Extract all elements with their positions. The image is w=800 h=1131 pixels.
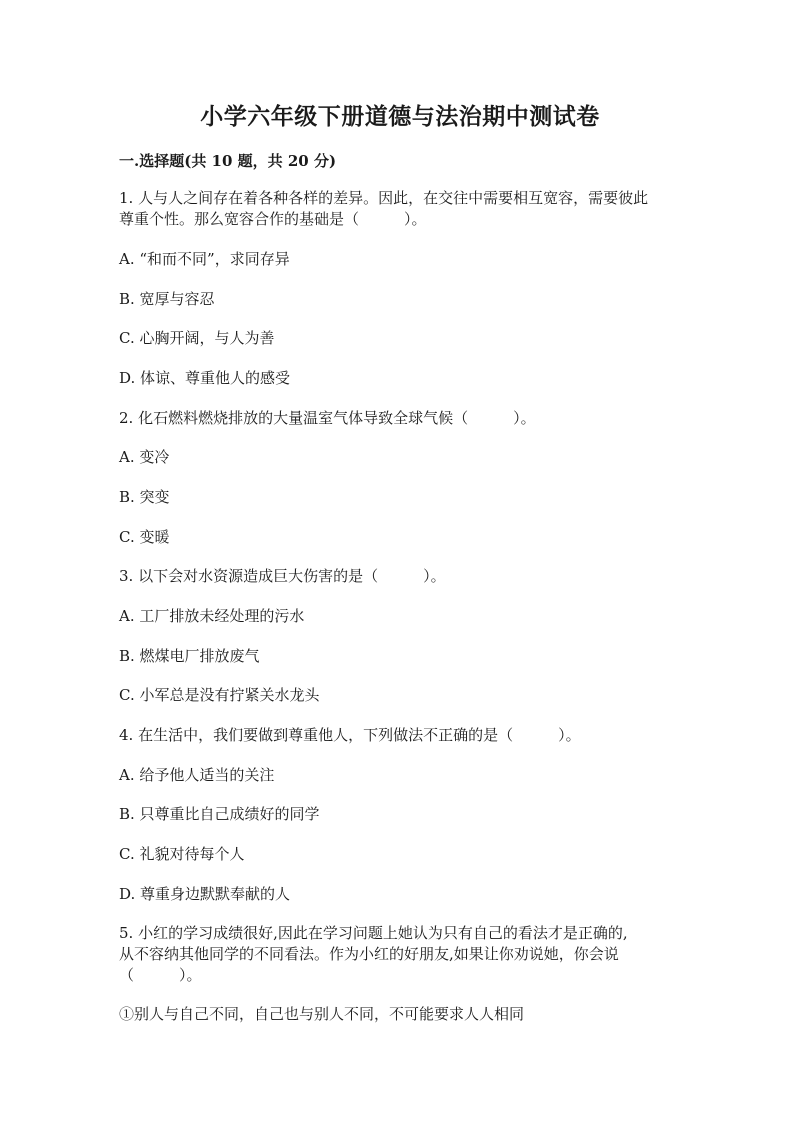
question-5-stem-line-3: （ ）。	[119, 966, 202, 984]
question-1-stem-line-1: 1. 人与人之间存在着各种各样的差异。因此，在交往中需要相互宽容，需要彼此	[119, 189, 649, 207]
question-3-option-a: A. 工厂排放未经处理的污水	[119, 607, 305, 625]
question-4-option-c: C. 礼貌对待每个人	[119, 845, 245, 863]
question-4-stem: 4. 在生活中，我们要做到尊重他人，下列做法不正确的是（ ）。	[119, 726, 581, 744]
page-title: 小学六年级下册道德与法治期中测试卷	[200, 103, 600, 130]
question-2-option-c: C. 变暖	[119, 528, 170, 546]
question-4-option-d: D. 尊重身边默默奉献的人	[119, 885, 291, 903]
question-2-stem: 2. 化石燃料燃烧排放的大量温室气体导致全球气候（ ）。	[119, 409, 536, 427]
question-1-option-d: D. 体谅、尊重他人的感受	[119, 369, 291, 387]
section-heading: 一.选择题(共 10 题，共 20 分)	[119, 152, 337, 170]
question-3-option-c: C. 小军总是没有拧紧关水龙头	[119, 686, 320, 704]
question-5-stem-line-2: 从不容纳其他同学的不同看法。作为小红的好朋友,如果让你劝说她，你会说	[119, 945, 619, 963]
question-4-option-b: B. 只尊重比自己成绩好的同学	[119, 805, 320, 823]
question-4-option-a: A. 给予他人适当的关注	[119, 766, 275, 784]
question-1-option-a: A. “和而不同”，求同存异	[119, 250, 290, 268]
question-1-option-c: C. 心胸开阔，与人为善	[119, 329, 275, 347]
question-1-stem-line-2: 尊重个性。那么宽容合作的基础是（ ）。	[119, 210, 427, 228]
question-5-statement-1: ①别人与自己不同，自己也与别人不同，不可能要求人人相同	[119, 1005, 525, 1023]
question-2-option-a: A. 变冷	[119, 448, 170, 466]
question-3-option-b: B. 燃煤电厂排放废气	[119, 647, 260, 665]
question-5-stem-line-1: 5. 小红的学习成绩很好,因此在学习问题上她认为只有自己的看法才是正确的,	[119, 924, 628, 942]
question-3-stem: 3. 以下会对水资源造成巨大伤害的是（ ）。	[119, 567, 446, 585]
question-2-option-b: B. 突变	[119, 488, 170, 506]
question-1-option-b: B. 宽厚与容忍	[119, 290, 215, 308]
